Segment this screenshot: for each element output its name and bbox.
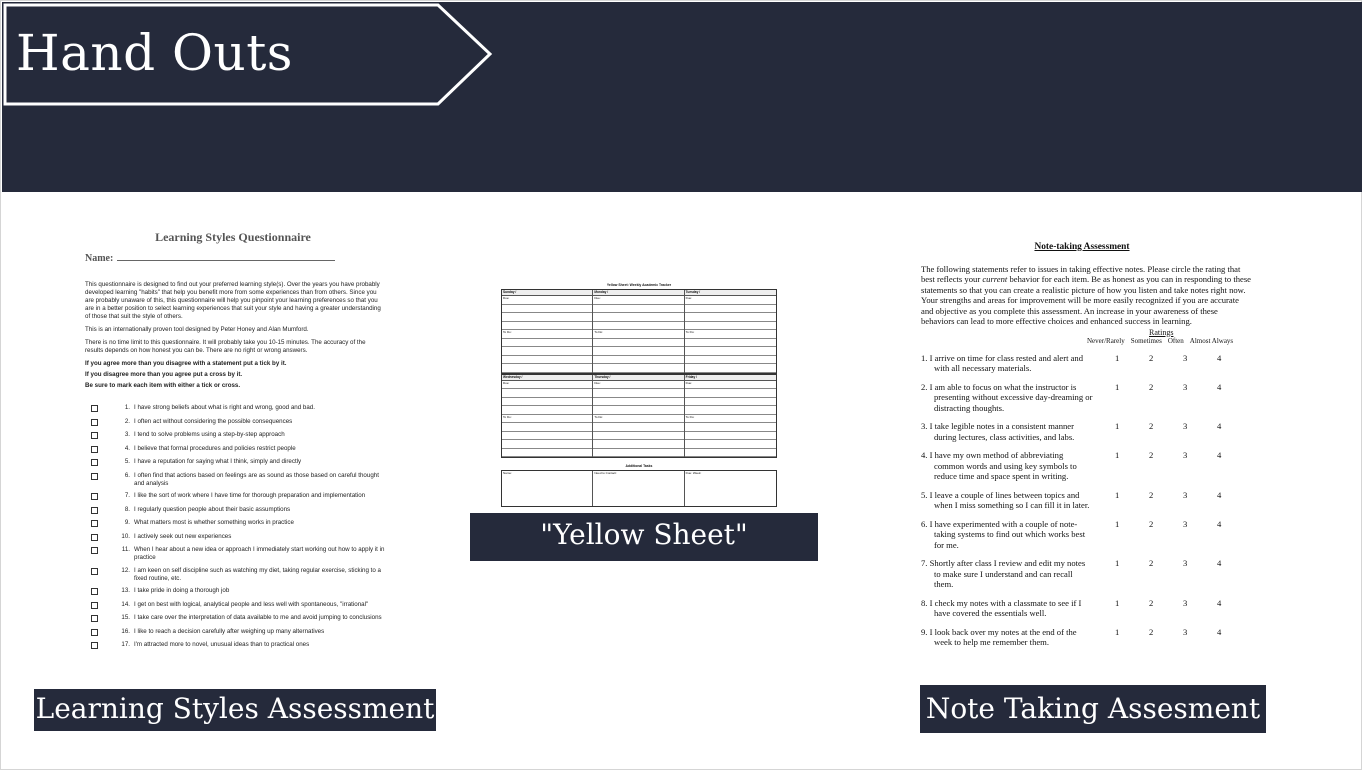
item-number: 11.	[121, 546, 130, 553]
list-item	[85, 404, 385, 413]
rating-value: 2	[1149, 558, 1154, 568]
rating-value: 1	[1115, 450, 1120, 460]
assessment-item	[921, 353, 1253, 374]
nt-intro: The following statements refer to issues in taking effective notes. Please circle the rating that best reflects your current behavior for each item. Be as honest as you can in responding to these statements so that you can create a realistic picture of how you listen and take notes right now. Your strengths and areas for improvement will be more easily recognized if you are accurate and objective as you complete this assessment. An increase in your awareness of these behaviors can lead to more effective choices and enhanced success in learning.	[921, 263, 1251, 326]
checkbox-icon	[91, 459, 98, 466]
rating-values	[1115, 421, 1251, 432]
item-number: 17.	[121, 641, 130, 648]
checkbox-icon	[91, 568, 98, 575]
table-row	[685, 389, 776, 398]
assessment-item	[921, 627, 1253, 648]
item-text: I regularly question people about their basic assumptions	[134, 505, 291, 513]
table-row	[502, 406, 592, 415]
table-row	[685, 356, 776, 365]
item-number: 14.	[121, 600, 130, 608]
table-row	[685, 364, 776, 373]
rating-value: 4	[1217, 489, 1222, 500]
ls-instruction-2: If you disagree more than you agree put a cross by it.	[85, 371, 243, 378]
rating-value: 4	[1217, 558, 1222, 568]
ls-intro: This questionnaire is designed to find out your preferred learning style(s). Over the years you have probably developed learning "habits" that help you benefit more from some experiences than from others. Since you are probably unaware of this, this questionnaire will help you pinpoint your learning preferences so that you are in a better position to select learning experiences that suit your style and having a greater understanding of those that suit the style of others.	[85, 281, 381, 320]
rating-value: 1	[1115, 597, 1120, 608]
rating-value: 4	[1217, 518, 1222, 529]
list-item	[85, 445, 385, 454]
checkbox-icon	[91, 405, 98, 412]
rating-value: 2	[1149, 352, 1154, 363]
item-number: 8.	[124, 505, 130, 513]
rating-values	[1115, 558, 1251, 569]
item-text: I get on best with logical, analytical people and less well with spontaneous, "irrational"	[134, 600, 369, 608]
item-number: 9.	[124, 519, 130, 526]
item-text: 5. I leave a couple of lines between topics and when I miss something so I can fill it in later.	[921, 489, 1090, 510]
table-row	[593, 440, 683, 449]
item-text: 7. Shortly after class I review and edit my notes to make sure I understand and can recall them.	[921, 558, 1086, 589]
rating-value: 4	[1217, 626, 1222, 637]
rating-value: 4	[1217, 421, 1222, 431]
rating-value: 1	[1115, 626, 1120, 637]
checkbox-icon	[91, 615, 98, 622]
rating-values	[1115, 627, 1251, 638]
item-text: I'm attracted more to novel, unusual ideas than to practical ones	[134, 641, 310, 648]
list-item	[85, 601, 385, 610]
day-header: Friday /	[685, 375, 776, 381]
rating-value: 3	[1183, 489, 1188, 500]
item-text: I take pride in doing a thorough job	[134, 587, 230, 594]
learning-styles-document	[85, 230, 385, 685]
table-row	[685, 423, 776, 432]
item-text: I take care over the interpretation of data available to me and avoid jumping to conclusions	[134, 614, 382, 621]
rating-value: 3	[1183, 352, 1188, 363]
table-row	[502, 356, 592, 365]
rating-value: 3	[1183, 450, 1188, 460]
assessment-item	[921, 519, 1253, 551]
item-number: 15.	[121, 614, 130, 621]
table-row	[593, 305, 683, 314]
table-row	[502, 432, 592, 441]
table-row	[685, 432, 776, 441]
ls-instruction-3: Be sure to mark each item with either a tick or cross.	[85, 382, 241, 389]
item-number: 1.	[124, 404, 130, 411]
table-row: To Do:	[685, 330, 776, 339]
rating-value: 1	[1115, 558, 1120, 568]
checkbox-icon	[91, 534, 98, 541]
table-row	[502, 305, 592, 314]
day-column	[593, 375, 684, 458]
table-row	[593, 347, 683, 356]
table-row	[593, 339, 683, 348]
item-text: I tend to solve problems using a step-by-step approach	[134, 431, 285, 438]
checkbox-icon	[91, 588, 98, 595]
learning-styles-caption: Learning Styles Assessment	[34, 689, 436, 731]
rating-values	[1115, 382, 1251, 393]
table-row: Due:	[502, 381, 592, 390]
list-item	[85, 431, 385, 440]
checkbox-icon	[91, 602, 98, 609]
list-item	[85, 546, 385, 562]
rating-value: 3	[1183, 558, 1188, 568]
rating-column-label: Almost Always	[1189, 336, 1234, 345]
item-text: I often find that actions based on feelings are as sound as those based on careful thought and analysis	[134, 471, 379, 487]
item-text: 6. I have experimented with a couple of note-taking systems to find out which works best for me.	[921, 518, 1086, 550]
rating-column-label: Never/Rarely	[1087, 336, 1125, 345]
day-column	[502, 290, 593, 373]
table-row	[685, 322, 776, 331]
table-row: Due:	[685, 296, 776, 305]
table-row	[685, 347, 776, 356]
rating-value: 2	[1149, 518, 1154, 529]
checkbox-icon	[91, 446, 98, 453]
checkbox-icon	[91, 432, 98, 439]
ls-name-field: Name:	[85, 253, 385, 263]
table-row: To Do:	[502, 330, 592, 339]
table-row	[593, 389, 683, 398]
rating-value: 3	[1183, 421, 1188, 431]
list-item	[85, 628, 385, 637]
yellow-sheet-caption: "Yellow Sheet"	[470, 513, 818, 561]
rating-value: 1	[1115, 421, 1120, 431]
rating-values	[1115, 490, 1251, 501]
list-item	[85, 641, 385, 650]
rating-column-label: Sometimes	[1130, 336, 1162, 345]
nt-ratings-header	[921, 329, 1253, 345]
table-row	[502, 423, 592, 432]
day-header: Monday /	[593, 290, 683, 296]
rating-value: 1	[1115, 489, 1120, 500]
day-column	[502, 375, 593, 458]
table-row: To Do:	[593, 415, 683, 424]
rating-value: 4	[1217, 352, 1222, 363]
table-row	[502, 364, 592, 373]
table-row	[502, 398, 592, 407]
column-header: Name:	[503, 471, 512, 475]
table-row	[593, 449, 683, 458]
ls-doc-title: Learning Styles Questionnaire	[155, 230, 311, 244]
additional-column	[593, 471, 684, 506]
rating-value: 2	[1149, 626, 1154, 637]
table-row	[502, 440, 592, 449]
table-row	[502, 313, 592, 322]
checkbox-icon	[91, 520, 98, 527]
ys-additional-title: Additional Tasks	[625, 464, 653, 468]
table-row	[593, 356, 683, 365]
table-row	[502, 347, 592, 356]
table-row	[593, 406, 683, 415]
ys-additional-tasks	[501, 470, 777, 507]
item-text: 1. I arrive on time for class rested and alert and with all necessary materials.	[921, 352, 1084, 373]
table-row	[685, 449, 776, 458]
rating-value: 4	[1217, 450, 1222, 460]
table-row: To Do:	[593, 330, 683, 339]
rating-value: 4	[1217, 597, 1222, 608]
item-text: I like the sort of work where I have time for thorough preparation and implementation	[134, 492, 366, 499]
table-row	[593, 313, 683, 322]
item-text: I often act without considering the possible consequences	[134, 417, 293, 425]
nt-doc-title: Note-taking Assessment	[1034, 242, 1130, 252]
assessment-item	[921, 490, 1253, 511]
item-text: I like to reach a decision carefully after weighing up many alternatives	[134, 627, 325, 635]
rating-value: 2	[1149, 421, 1154, 431]
list-item	[85, 567, 385, 583]
list-item	[85, 506, 385, 515]
item-text: 4. I have my own method of abbreviating common words and using key symbols to reduce time and space spent in writing.	[921, 450, 1077, 481]
item-text: I believe that formal procedures and policies restrict people	[134, 444, 296, 452]
table-row	[502, 389, 592, 398]
item-number: 10.	[121, 532, 130, 540]
item-text: 2. I am able to focus on what the instructor is presenting without excessive day-dreaming or distracting thoughts.	[921, 381, 1093, 413]
yellow-sheet-document	[501, 283, 777, 499]
list-item	[85, 587, 385, 596]
table-row: Due:	[593, 381, 683, 390]
list-item	[85, 533, 385, 542]
checkbox-icon	[91, 642, 98, 649]
item-number: 5.	[124, 458, 130, 465]
table-row: Due:	[593, 296, 683, 305]
assessment-item	[921, 382, 1253, 414]
item-text: I have strong beliefs about what is right and wrong, good and bad.	[134, 404, 315, 411]
checkbox-icon	[91, 419, 98, 426]
table-row: Due:	[502, 296, 592, 305]
nt-ratings-title: Ratings	[1149, 327, 1174, 337]
item-number: 7.	[124, 492, 130, 499]
rating-value: 4	[1217, 381, 1222, 392]
ls-instruction-1: If you agree more than you disagree with a statement put a tick by it.	[85, 360, 287, 367]
checkbox-icon	[91, 473, 98, 480]
table-row: To Do:	[685, 415, 776, 424]
assessment-item	[921, 598, 1253, 619]
table-row: Due:	[685, 381, 776, 390]
item-text: What matters most is whether something works in practice	[134, 519, 294, 526]
day-column	[685, 290, 776, 373]
table-row	[593, 322, 683, 331]
rating-value: 1	[1115, 352, 1120, 363]
ls-time-note: There is no time limit to this questionnaire. It will probably take you 10-15 minutes. The accuracy of the results depends on how honest you can be. There are no right or wrong answers.	[85, 339, 366, 354]
item-number: 16.	[121, 627, 130, 635]
item-text: 9. I look back over my notes at the end of the week to help me remember them.	[921, 626, 1077, 647]
table-row	[502, 449, 592, 458]
item-number: 2.	[124, 417, 130, 425]
rating-values	[1115, 598, 1251, 609]
item-number: 6.	[124, 471, 130, 479]
assessment-item	[921, 421, 1253, 442]
table-row	[593, 364, 683, 373]
column-header: Due: Week:	[685, 471, 702, 475]
assessment-item	[921, 558, 1253, 590]
rating-value: 3	[1183, 518, 1188, 529]
item-text: I have a reputation for saying what I think, simply and directly	[134, 458, 302, 465]
rating-value: 3	[1183, 626, 1188, 637]
item-text: When I hear about a new idea or approach I immediately start working out how to apply it in practice	[134, 546, 385, 561]
list-item	[85, 472, 385, 488]
item-text: 3. I take legible notes in a consistent manner during lectures, class activities, and labs.	[921, 421, 1075, 442]
ys-doc-title: Yellow Sheet: Weekly Academic Tracker	[606, 283, 672, 287]
rating-values	[1115, 353, 1251, 364]
checkbox-icon	[91, 547, 98, 554]
table-row	[593, 398, 683, 407]
ys-week-grid-bottom	[501, 374, 777, 459]
column-header: Need to Contact:	[594, 471, 617, 475]
table-row	[685, 406, 776, 415]
table-row	[685, 313, 776, 322]
table-row	[502, 339, 592, 348]
item-text: I am keen on self discipline such as watching my diet, taking regular exercise, sticking to a fixed routine, etc.	[134, 566, 381, 582]
item-text: I actively seek out new experiences	[134, 532, 232, 540]
note-taking-document	[921, 242, 1253, 648]
table-row	[593, 432, 683, 441]
list-item	[85, 614, 385, 623]
ls-credit: This is an internationally proven tool designed by Peter Honey and Alan Mumford.	[85, 326, 309, 333]
nt-rating-columns	[1087, 337, 1253, 345]
checkbox-icon	[91, 629, 98, 636]
additional-column	[502, 471, 593, 506]
rating-value: 2	[1149, 489, 1154, 500]
table-row: To Do:	[502, 415, 592, 424]
table-row	[685, 339, 776, 348]
nt-item-list	[921, 353, 1253, 648]
rating-value: 3	[1183, 381, 1188, 392]
additional-column	[685, 471, 776, 506]
list-item	[85, 492, 385, 501]
table-row	[685, 305, 776, 314]
rating-value: 1	[1115, 381, 1120, 392]
assessment-item	[921, 450, 1253, 482]
table-row	[685, 440, 776, 449]
item-text: 8. I check my notes with a classmate to see if I have covered the essentials well.	[921, 597, 1082, 618]
rating-value: 2	[1149, 450, 1154, 460]
rating-values	[1115, 519, 1251, 530]
rating-value: 2	[1149, 381, 1154, 392]
note-taking-caption: Note Taking Assesment	[920, 685, 1266, 733]
day-header: Sunday /	[502, 290, 592, 296]
day-column	[685, 375, 776, 458]
ls-item-list	[85, 404, 385, 650]
slide-title: Hand Outs	[16, 24, 293, 82]
day-header: Thursday /	[593, 375, 683, 381]
rating-values	[1115, 450, 1251, 461]
table-row	[502, 322, 592, 331]
name-underline	[117, 253, 335, 261]
item-number: 13.	[121, 587, 130, 594]
day-header: Wednesday /	[502, 375, 592, 381]
table-row	[593, 423, 683, 432]
table-row	[685, 398, 776, 407]
item-number: 4.	[124, 444, 130, 452]
rating-value: 1	[1115, 518, 1120, 529]
list-item	[85, 458, 385, 467]
list-item	[85, 519, 385, 528]
day-column	[593, 290, 684, 373]
rating-value: 3	[1183, 597, 1188, 608]
list-item	[85, 418, 385, 427]
title-banner	[2, 2, 1362, 192]
checkbox-icon	[91, 507, 98, 514]
rating-value: 2	[1149, 597, 1154, 608]
item-number: 12.	[121, 566, 130, 574]
checkbox-icon	[91, 493, 98, 500]
rating-column-label: Often	[1167, 336, 1184, 345]
day-header: Tuesday /	[685, 290, 776, 296]
ys-week-grid-top	[501, 289, 777, 374]
item-number: 3.	[124, 431, 130, 438]
